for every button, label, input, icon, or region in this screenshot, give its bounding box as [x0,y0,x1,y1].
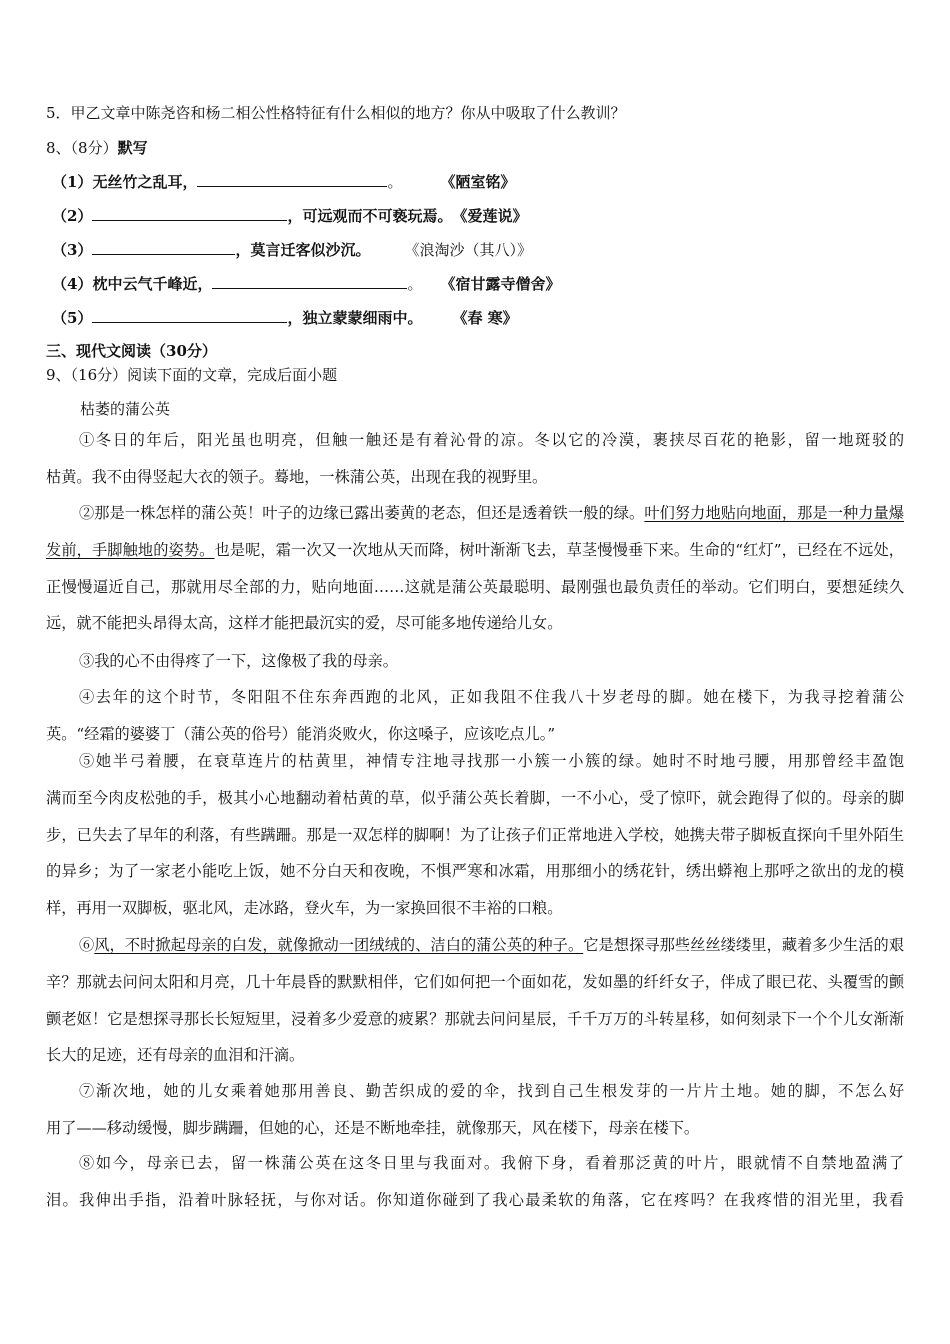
fill-item-punct: 。 [387,173,403,191]
paragraph-4 [46,679,904,753]
underlined-sentence: 风，不时掀起母亲的白发，就像掀动一团绒绒的、洁白的蒲公英的种子。 [94,936,584,954]
fill-item-number: （2） [52,207,93,225]
paragraph-2 [46,495,904,642]
fill-item-source: 《春 寒》 [452,309,518,327]
fill-item-punct: 。 [407,275,423,293]
fill-item-number: （1） [52,173,93,191]
question-8-header [46,137,148,158]
paragraph-line: ③我的心不由得疼了一下，这像极了我的母亲。 [79,652,398,670]
fill-item-prompt: ，莫言迁客似沙沉。 [235,241,371,259]
fill-item-prompt: ，可远观而不可亵玩焉。 [287,207,453,225]
paragraph-line: ④去年的这个时节，冬阳阻不住东奔西跑的北风，正如我阻不住我八十岁老母的脚。她在楼下，为我寻挖着蒲公 [79,688,904,706]
paragraph-7 [46,1073,904,1147]
fill-item-5 [52,307,518,328]
fill-item-number: （5） [52,309,93,327]
paragraph-text: ②那是一株怎样的蒲公英！叶子的边缘已露出萎黄的老态，但还是透着铁一般的绿。 [79,504,645,522]
article-title: 枯萎的蒲公英 [80,400,171,418]
paragraph-1 [46,422,904,496]
answer-blank[interactable] [92,240,235,255]
fill-item-2 [52,205,527,226]
paragraph-text: 它是想探寻那些丝丝缕缕里，藏着多少生活的艰辛？那就去问问太阳和月亮，几十年晨昏的默默相伴，它们如何把一个面如花，发如墨的纤纤女子，伴成了眼已花、头覆雪的颤颤老妪！它是想探寻那长长短短里，浸着多少爱意的疲累？那就去问问星辰，千千万万的斗转星移，如何刻录下一个个儿女渐渐长大的足迹，还有母亲的血泪和汗滴。 [46,936,905,1065]
paragraph-line: 泪。我伸出手指，沿着叶脉轻抚，与你对话。你知道你碰到了我心最柔软的角落，它在疼吗？在我疼惜的泪光里，我看 [46,1190,904,1209]
fill-item-number: （4） [52,275,93,293]
paragraph-line: ⑤她半弓着腰，在衰草连片的枯黄里，神情专注地寻找那一小簇一小簇的绿。她时不时地弓腰，用那曾经丰盈饱 [79,752,904,770]
paragraph-text: 也是呢，霜一次又一次地从天而降，树叶渐渐飞去，草茎慢慢垂下来。生命的“红灯”，已经在不远处，正慢慢逼近自己，那就用尽全部的力，贴向地面……这就是蒲公英最聪明、最刚强也最负责任的举动。它们明白，要想延续久远，就不能把头昂得太高，这样才能把最沉实的爱，尽可能多地传递给儿女。 [46,540,904,633]
fill-item-prompt: 无丝竹之乱耳， [92,173,198,191]
fill-item-number: （3） [52,241,93,259]
paragraph-8 [46,1145,904,1219]
paragraph-line: ①冬日的年后，阳光虽也明亮，但触一触还是有着沁骨的凉。冬以它的冷漠，裹挟尽百花的艳影，留一地斑驳的 [79,431,904,449]
fill-item-prompt: ，独立蒙蒙细雨中。 [287,309,423,327]
underlined-sentence: 叶们努力地贴向地面，那是一种力量爆发前，手脚触地的姿势。 [46,504,905,559]
fill-item-prompt: 枕中云气千峰近， [92,275,213,293]
paragraph-3 [46,643,904,680]
paragraph-line: 用了——移动缓慢，脚步蹒跚，但她的心，还是不断地牵挂，就像那天，风在楼下，母亲在楼下。 [46,1118,700,1137]
answer-blank[interactable] [92,308,287,323]
question-8-label: 8、（8分） [46,139,118,157]
fill-item-1 [52,171,515,192]
question-5: 5．甲乙文章中陈尧咨和杨二相公性格特征有什么相似的地方？你从中吸取了什么教训？ [46,104,626,122]
question-8-title: 默写 [117,139,148,157]
paragraph-6 [46,927,904,1074]
fill-item-source: 《宿甘露寺僧舍》 [440,275,561,293]
question-9: 9、（16分）阅读下面的文章，完成后面小题 [46,366,338,384]
paragraph-line: 枯黄。我不由得竖起大衣的领子。蓦地，一株蒲公英，出现在我的视野里。 [46,467,548,486]
paragraph-number: ⑥ [79,936,95,954]
fill-item-source: 《陋室铭》 [440,173,516,191]
answer-blank[interactable] [212,274,407,289]
paragraph-line: ⑧如今，母亲已去，留一株蒲公英在这冬日里与我面对。我俯下身，看着那泛黄的叶片，眼就情不自禁地盈满了 [79,1154,904,1172]
answer-blank[interactable] [92,206,287,221]
paragraph-line: 英。“经霜的婆婆丁（蒲公英的俗号）能消炎败火，你这嗓子，应该吃点儿。” [46,724,556,743]
paragraph-line: ⑦渐次地，她的儿女乘着她那用善良、勤苦织成的爱的伞，找到自己生根发芽的一片片土地。她的脚，不怎么好 [79,1082,904,1100]
fill-item-source: 《爱莲说》 [452,207,528,225]
fill-item-3 [52,239,532,260]
section-heading: 三、现代文阅读（30分） [46,342,217,360]
answer-blank[interactable] [197,172,387,187]
fill-item-4 [52,273,560,294]
paragraph-5 [46,743,904,927]
paragraph-text: 满而至今肉皮松弛的手，极其小心地翻动着枯黄的草，似乎蒲公英长着脚，一不小心，受了惊吓，就会跑得了似的。母亲的脚步，已失去了早年的利落，有些蹒跚。那是一双怎样的脚啊！为了让孩子们正常地进入学校，她携夫带子脚板直探向千里外陌生的异乡；为了一家老小能吃上饭，她不分白天和夜晚，不惧严寒和冰霜，用那细小的绣花针，绣出蟒袍上那呼之欲出的龙的模样，再用一双脚板，驱北风，走冰路，登火车，为一家换回很不丰裕的口粮。 [46,788,904,918]
fill-item-source: 《浪淘沙（其八）》 [404,241,532,259]
